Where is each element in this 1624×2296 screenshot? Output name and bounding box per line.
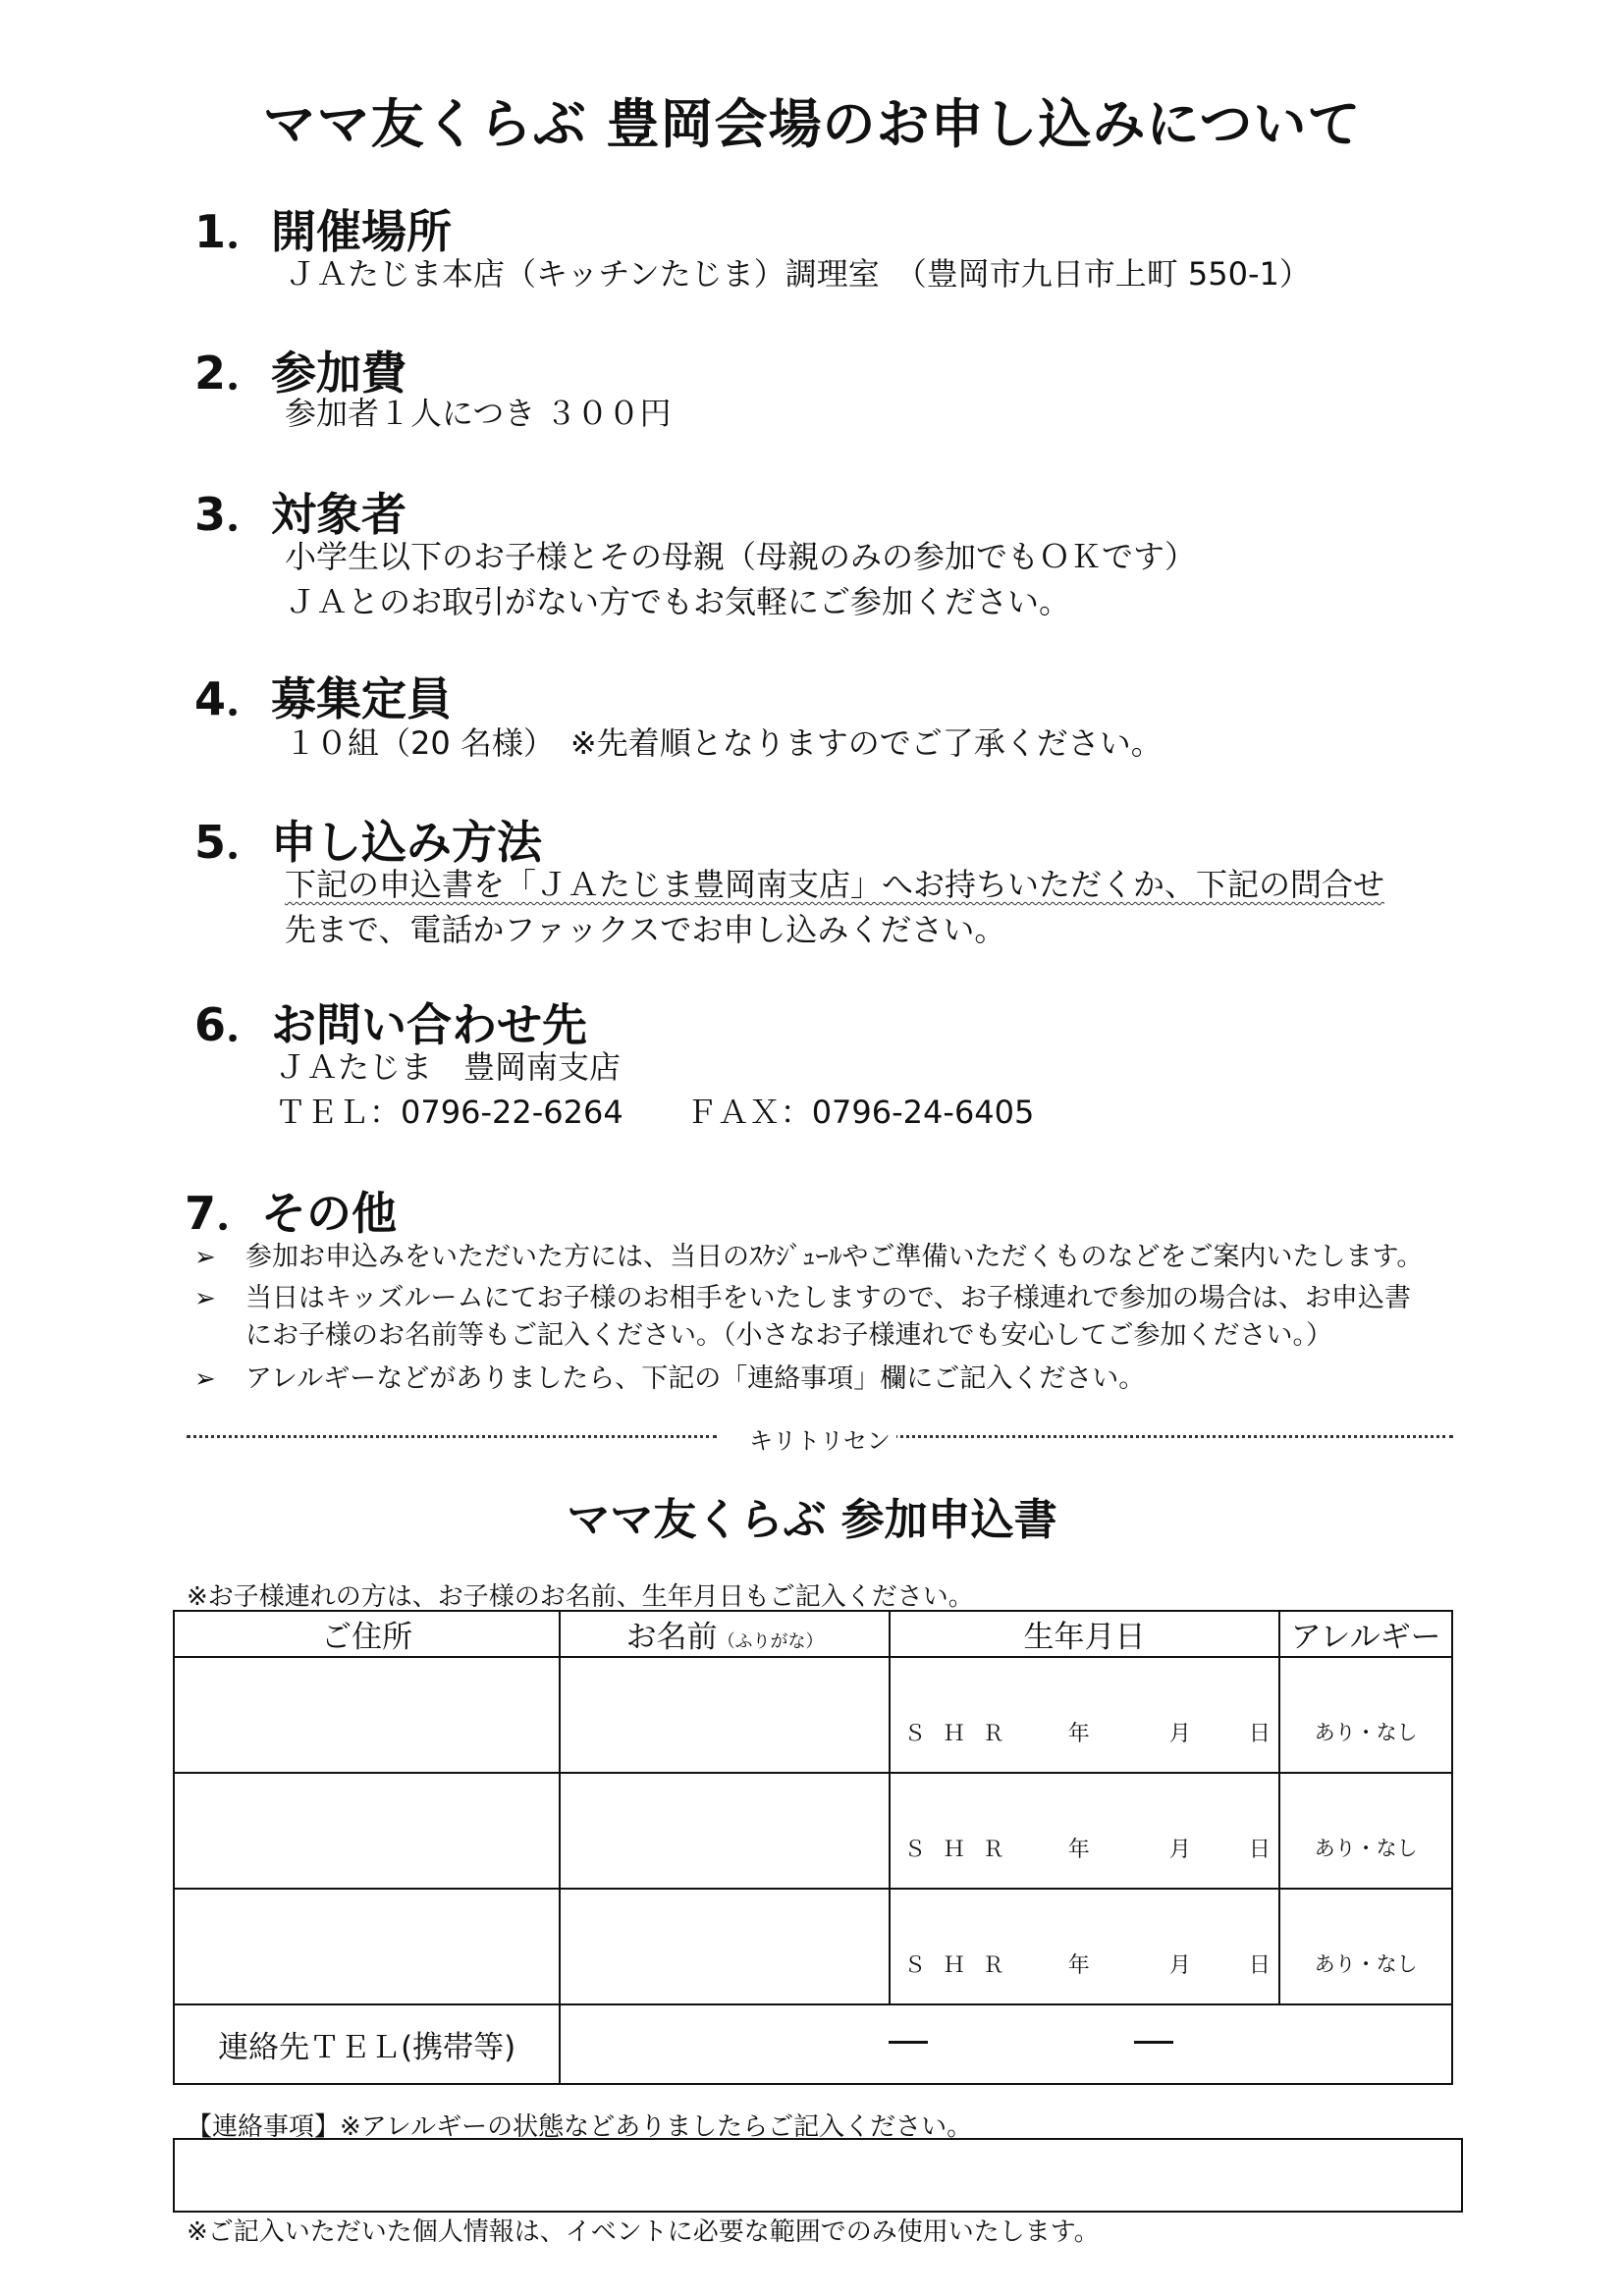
header-name-label: お名前: [625, 1620, 718, 1655]
table-row: [174, 1657, 1452, 1773]
tel-separator-2: [1134, 2041, 1173, 2044]
target-text-1: 小学生以下のお子様とその母親（母親のみの参加でもＯＫです）: [285, 538, 1197, 575]
tel-label-cell: 連絡先ＴＥＬ(携帯等): [174, 2004, 560, 2084]
privacy-note: ※ご記入いただいた個人情報は、イベントに必要な範囲でのみ使用いたします。: [187, 2217, 1100, 2247]
other-item-1: 参加お申込みをいただいた方には、当日のｽｹｼﾞｭｰﾙやご準備いただくものなどをご案内いたします。: [245, 1242, 1424, 1272]
header-name-furigana: （ふりがな）: [717, 1631, 824, 1652]
form-title: ママ友くらぶ 参加申込書: [567, 1495, 1057, 1545]
venue-text: ＪＡたじま本店（キッチンたじま）調理室 （豊岡市九日市上町 550-1）: [285, 255, 1311, 293]
tel-input-cell[interactable]: [560, 2004, 1452, 2084]
allergy-options: あり・なし: [1314, 1952, 1418, 1976]
contact-phone-fax: ＴＥＬ：0796-22-6264 ＦＡＸ：0796-24-6405: [275, 1094, 1035, 1131]
dob-cell[interactable]: [890, 1773, 1279, 1889]
fee-text: 参加者１人につき ３００円: [285, 395, 672, 432]
address-cell[interactable]: [174, 1773, 560, 1889]
dob-month-label: 月: [1168, 1952, 1191, 1978]
application-table: [173, 1610, 1453, 2085]
header-address: ご住所: [174, 1611, 560, 1657]
target-text-2: ＪＡとのお取引がない方でもお気軽にご参加ください。: [285, 583, 1071, 620]
name-cell[interactable]: [560, 1773, 889, 1889]
capacity-text: １０組（20 名様） ※先着順となりますのでご了承ください。: [285, 724, 1163, 762]
section-heading-target: 3．対象者: [194, 488, 407, 541]
dob-day-label: 日: [1248, 1721, 1271, 1746]
arrow-bullet-icon: ➢: [194, 1364, 216, 1394]
section-heading-fee: 2．参加費: [194, 347, 407, 400]
era-options: ＳＨＲ: [903, 1952, 1022, 1978]
method-text-2: 先まで、電話かファックスでお申し込みください。: [285, 911, 1006, 948]
section-heading-method: 5．申し込み方法: [194, 816, 543, 869]
dob-day-label: 日: [1248, 1952, 1271, 1978]
allergy-options: あり・なし: [1314, 1837, 1418, 1860]
arrow-bullet-icon: ➢: [194, 1284, 216, 1313]
form-note: ※お子様連れの方は、お子様のお名前、生年月日もご記入ください。: [187, 1582, 974, 1612]
dob-year-label: 年: [1067, 1952, 1090, 1978]
name-cell[interactable]: [560, 1889, 889, 2004]
cut-line-label: キリトリセン: [743, 1427, 896, 1455]
contact-notes-label: 【連絡事項】※アレルギーの状態などありましたらご記入ください。: [187, 2112, 973, 2142]
section-heading-venue: 1．開催場所: [194, 205, 453, 258]
era-options: ＳＨＲ: [903, 1721, 1022, 1746]
section-heading-contact: 6．お問い合わせ先: [194, 998, 588, 1051]
header-allergy: アレルギー: [1279, 1611, 1452, 1657]
section-heading-other: 7．その他: [185, 1187, 398, 1240]
dob-cell[interactable]: [890, 1889, 1279, 2004]
section-heading-capacity: 4．募集定員: [194, 672, 453, 725]
allergy-options: あり・なし: [1314, 1721, 1418, 1744]
dob-day-label: 日: [1248, 1837, 1271, 1862]
dob-year-label: 年: [1067, 1837, 1090, 1862]
era-options: ＳＨＲ: [903, 1837, 1022, 1862]
cut-line: [187, 1421, 1453, 1455]
arrow-bullet-icon: ➢: [194, 1243, 216, 1272]
method-text-1: 下記の申込書を「ＪＡたじま豊岡南支店」へお持ちいただくか、下記の問合せ: [285, 866, 1385, 903]
tel-row: [174, 2004, 1452, 2084]
tel-separator-1: [889, 2041, 928, 2044]
header-name: [560, 1611, 889, 1657]
allergy-cell[interactable]: [1279, 1657, 1452, 1773]
other-item-2-line-1: 当日はキッズルームにてお子様のお相手をいたしますので、お子様連れで参加の場合は、お申込書: [245, 1283, 1411, 1313]
header-dob: 生年月日: [890, 1611, 1279, 1657]
contact-notes-box[interactable]: [173, 2138, 1463, 2213]
page-title: ママ友くらぶ 豊岡会場のお申し込みについて: [262, 93, 1362, 155]
table-row: [174, 1889, 1452, 2004]
contact-branch: ＪＡたじま 豊岡南支店: [275, 1048, 622, 1086]
address-cell[interactable]: [174, 1657, 560, 1773]
table-row: [174, 1773, 1452, 1889]
dob-year-label: 年: [1067, 1721, 1090, 1746]
table-header-row: [174, 1611, 1452, 1657]
other-item-2-line-2: にお子様のお名前等もご記入ください。（小さなお子様連れでも安心してご参加ください。）: [245, 1320, 1332, 1351]
dob-cell[interactable]: [890, 1657, 1279, 1773]
dob-month-label: 月: [1168, 1837, 1191, 1862]
name-cell[interactable]: [560, 1657, 889, 1773]
allergy-cell[interactable]: [1279, 1889, 1452, 2004]
other-item-3: アレルギーなどがありましたら、下記の「連絡事項」欄にご記入ください。: [245, 1363, 1146, 1394]
allergy-cell[interactable]: [1279, 1773, 1452, 1889]
address-cell[interactable]: [174, 1889, 560, 2004]
dob-month-label: 月: [1168, 1721, 1191, 1746]
